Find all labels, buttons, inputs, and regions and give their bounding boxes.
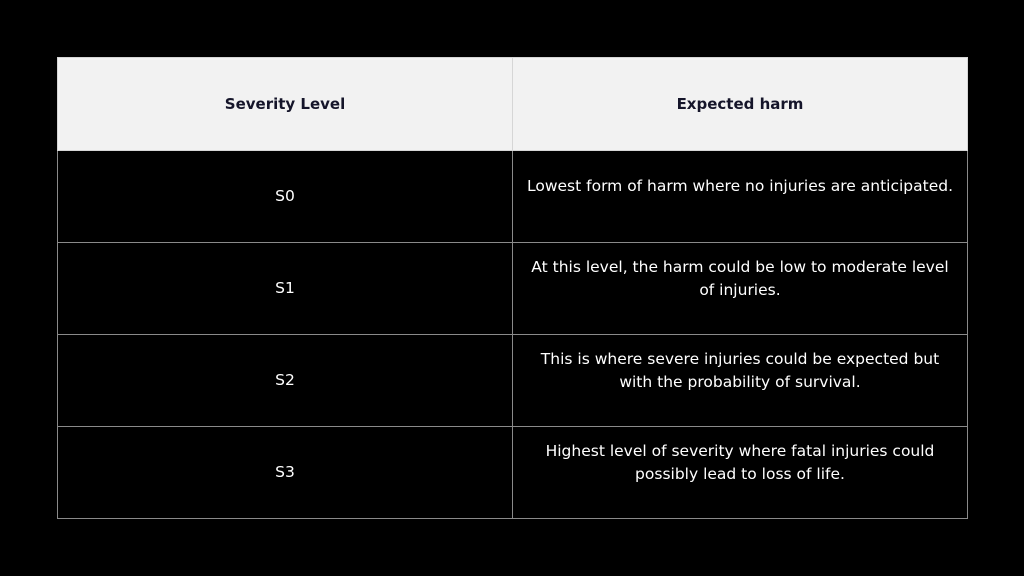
expected-harm-cell <box>513 335 968 427</box>
header-severity-level: Severity Level <box>58 58 513 151</box>
expected-harm-cell <box>513 427 968 519</box>
expected-harm-text: Lowest form of harm where no injuries are anticipated. <box>526 177 953 195</box>
table-row <box>58 427 968 519</box>
expected-harm-text: At this level, the harm could be low to moderate level of injuries. <box>531 257 949 299</box>
table-row <box>58 243 968 335</box>
severity-level-cell: S3 <box>58 427 513 519</box>
table-row <box>58 151 968 243</box>
header-expected-harm: Expected harm <box>513 58 968 151</box>
table-row <box>58 335 968 427</box>
table-header-row <box>58 58 968 151</box>
severity-level-cell: S2 <box>58 335 513 427</box>
expected-harm-text: Highest level of severity where fatal injuries could possibly lead to loss of life. <box>545 441 935 483</box>
severity-level-cell: S0 <box>58 151 513 243</box>
expected-harm-text: This is where severe injuries could be expected but with the probability of survival. <box>540 349 940 391</box>
expected-harm-cell <box>513 243 968 335</box>
severity-level-cell: S1 <box>58 243 513 335</box>
severity-table <box>57 57 968 519</box>
expected-harm-cell <box>513 151 968 243</box>
